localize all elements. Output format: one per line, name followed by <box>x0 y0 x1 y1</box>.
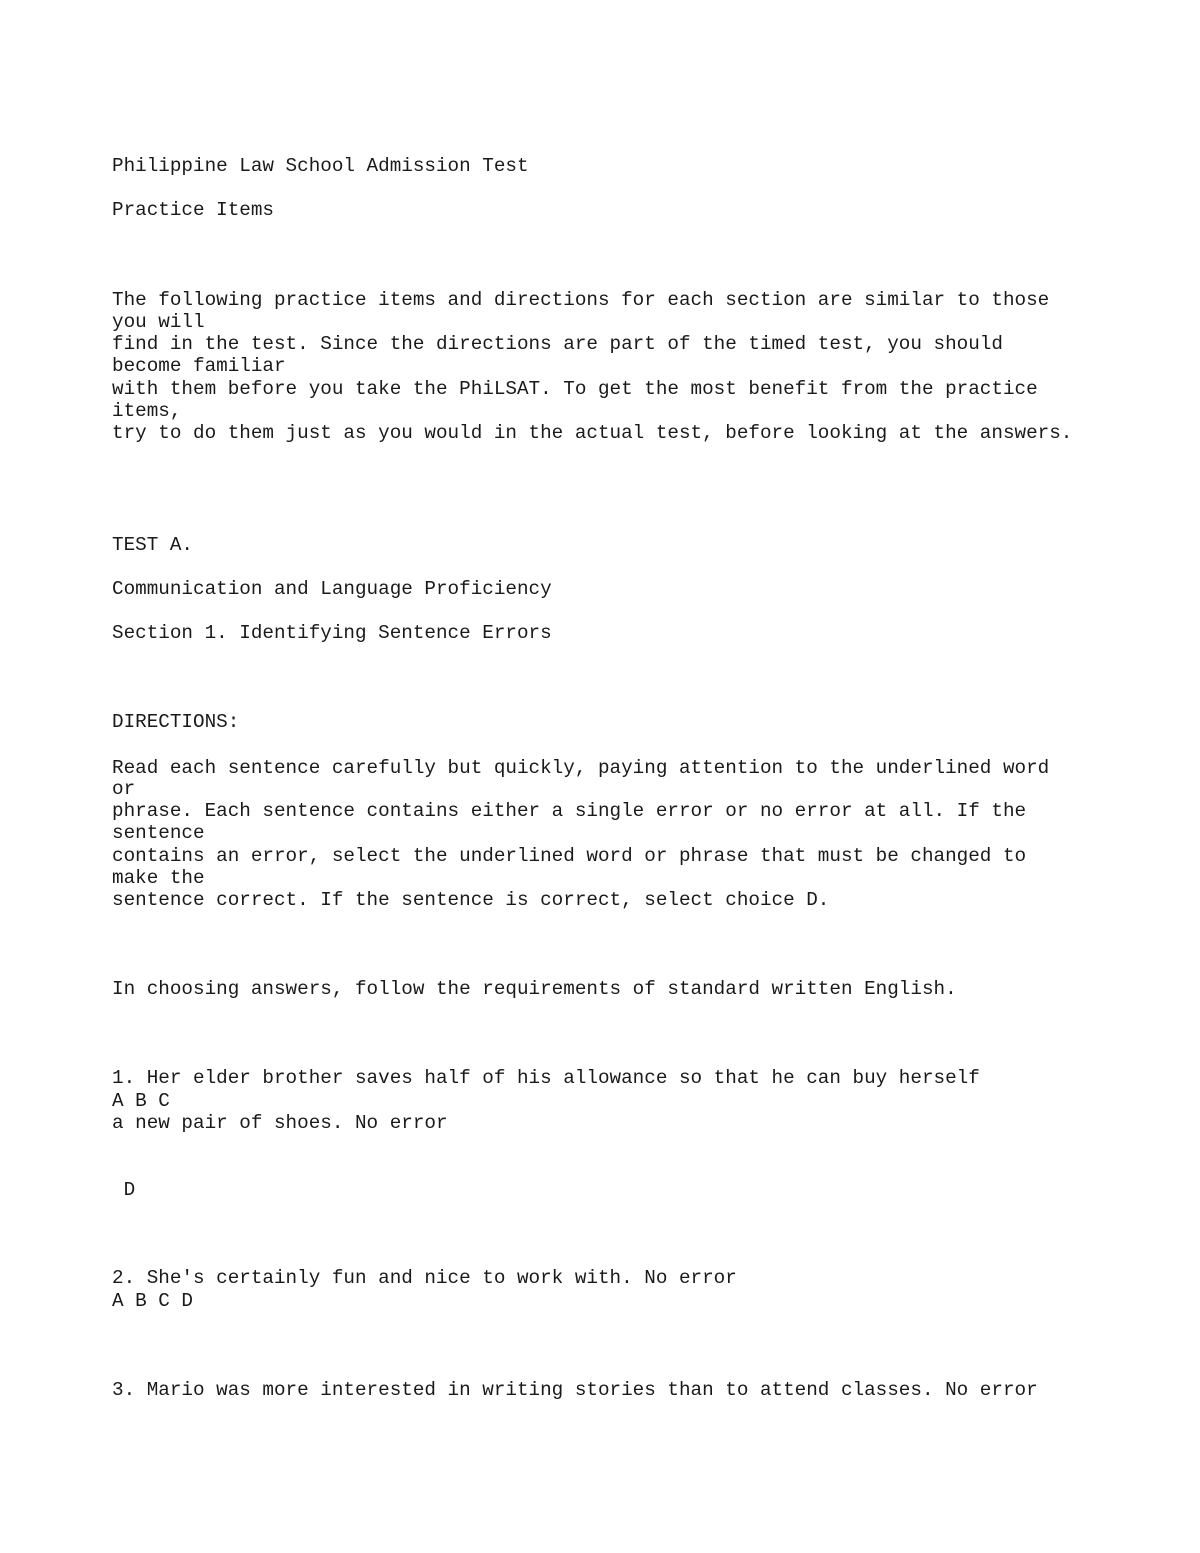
directions-line: phrase. Each sentence contains either a single error or no error at all. If the <box>112 800 1027 822</box>
intro-line: you will <box>112 311 205 333</box>
directions-line: contains an error, select the underlined word or phrase that must be changed to <box>112 845 1027 867</box>
item-1-markers: A B C <box>112 1090 170 1112</box>
item-1-marker-d: D <box>112 1179 136 1201</box>
item-2-markers: A B C D <box>112 1290 193 1312</box>
document-subtitle: Practice Items <box>112 199 274 221</box>
intro-line: find in the test. Since the directions are part of the timed test, you should <box>112 333 1003 355</box>
intro-line: The following practice items and directions for each section are similar to those <box>112 289 1050 311</box>
intro-line: try to do them just as you would in the actual test, before looking at the answers. <box>112 422 1073 444</box>
directions-heading: DIRECTIONS: <box>112 711 240 733</box>
document-title: Philippine Law School Admission Test <box>112 155 529 177</box>
section-title: Section 1. Identifying Sentence Errors <box>112 622 552 644</box>
directions-line: sentence correct. If the sentence is correct, select choice D. <box>112 889 830 911</box>
intro-line: with them before you take the PhiLSAT. To get the most benefit from the practice <box>112 378 1038 400</box>
standard-english-note: In choosing answers, follow the requirements of standard written English. <box>112 978 957 1000</box>
directions-line: Read each sentence carefully but quickly, paying attention to the underlined word <box>112 757 1050 779</box>
item-1-continuation: a new pair of shoes. No error <box>112 1112 448 1134</box>
intro-line: items, <box>112 400 182 422</box>
directions-line: sentence <box>112 822 205 844</box>
directions-line: make the <box>112 867 205 889</box>
item-2-sentence: 2. She's certainly fun and nice to work with. No error <box>112 1267 737 1289</box>
intro-line: become familiar <box>112 355 286 377</box>
test-name: Communication and Language Proficiency <box>112 578 552 600</box>
item-1-sentence: 1. Her elder brother saves half of his allowance so that he can buy herself <box>112 1067 980 1089</box>
directions-line: or <box>112 778 136 800</box>
test-label: TEST A. <box>112 534 193 556</box>
item-3-sentence: 3. Mario was more interested in writing stories than to attend classes. No error <box>112 1379 1038 1401</box>
